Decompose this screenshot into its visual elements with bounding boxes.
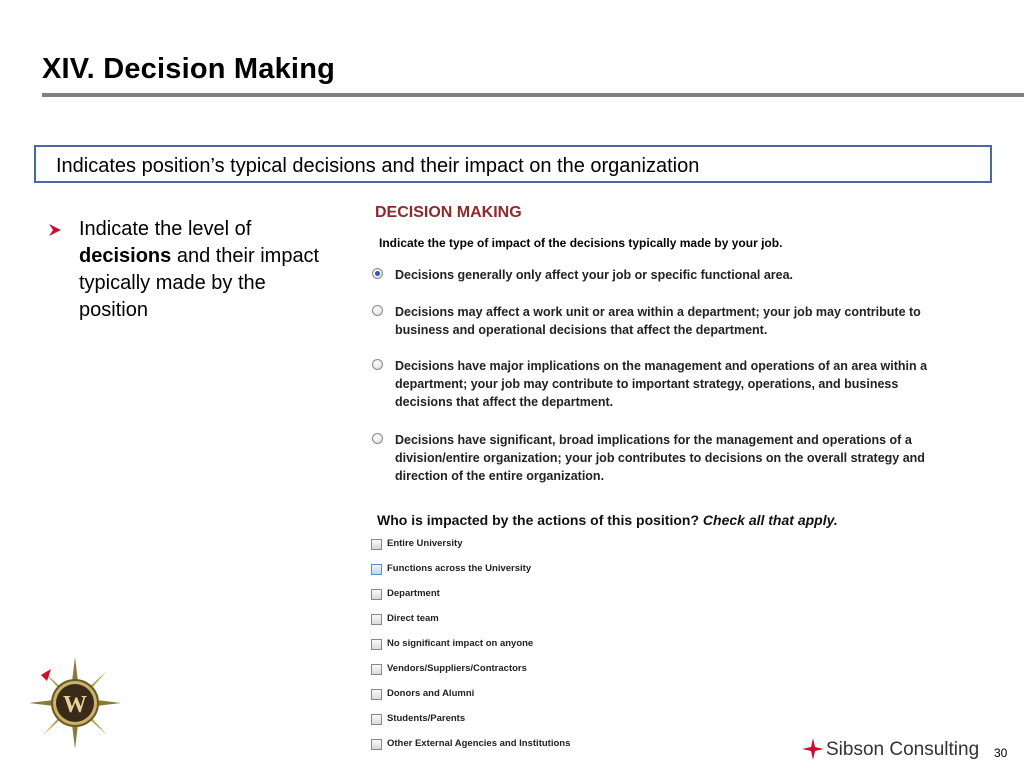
checkbox-label: Entire University	[387, 538, 463, 549]
radio-button-selected[interactable]	[372, 268, 383, 279]
checkbox[interactable]	[371, 614, 382, 625]
svg-text:W: W	[63, 692, 87, 718]
bullet-text	[79, 216, 338, 324]
checkbox-no-significant-impact[interactable]	[371, 638, 671, 654]
form-heading: DECISION MAKING	[375, 204, 522, 221]
checkbox-label: No significant impact on anyone	[387, 638, 534, 649]
checkbox-other-external[interactable]	[371, 738, 671, 754]
checkbox-label: Direct team	[387, 613, 439, 624]
decision-option-text: Decisions may affect a work unit or area within a department; your job may contribute to business and operational decisions that affect the department.	[395, 305, 921, 337]
checkbox[interactable]	[371, 689, 382, 700]
checkbox-donors-alumni[interactable]	[371, 688, 671, 704]
impact-question-text: Who is impacted by the actions of this position?	[377, 512, 700, 528]
checkbox-label: Students/Parents	[387, 713, 466, 724]
checkbox[interactable]	[371, 714, 382, 725]
checkbox[interactable]	[371, 664, 382, 675]
radio-button[interactable]	[372, 305, 383, 316]
bullet-point	[48, 216, 338, 324]
checkbox-label: Other External Agencies and Institutions	[387, 738, 571, 749]
form-prompt: Indicate the type of impact of the decisions typically made by your job.	[379, 236, 783, 250]
checkbox[interactable]	[371, 589, 382, 600]
checkbox-students-parents[interactable]	[371, 713, 671, 729]
checkbox[interactable]	[371, 539, 382, 550]
decision-option-text: Decisions have major implications on the management and operations of an area within a department; your job may contribute to important strategy, operations, and business decisions that affect the department.	[395, 359, 928, 409]
checkbox-label: Donors and Alumni	[387, 688, 475, 699]
summary-banner	[34, 145, 992, 183]
checkbox-label: Functions across the University	[387, 563, 532, 574]
impact-instruction: Check all that apply.	[702, 512, 838, 528]
bullet-text-prefix: Indicate the level of	[79, 218, 252, 240]
checkbox[interactable]	[371, 564, 382, 575]
radio-button[interactable]	[372, 359, 383, 370]
brand-name: Sibson Consulting	[826, 739, 980, 760]
title-divider	[42, 93, 1024, 97]
bullet-text-bold: decisions	[79, 245, 172, 267]
checkbox[interactable]	[371, 739, 382, 750]
checkbox-direct-team[interactable]	[371, 613, 671, 629]
checkbox-entire-university[interactable]	[371, 538, 671, 554]
arrow-bullet-icon	[48, 223, 62, 237]
page-number: 30	[994, 746, 1008, 760]
sibson-star-icon	[802, 738, 824, 760]
decision-option-text: Decisions have significant, broad implications for the management and operations of a division/entire organization; your job contributes to decisions on the overall strategy and direction of the entire organization.	[395, 433, 925, 483]
impact-question	[377, 512, 838, 528]
checkbox[interactable]	[371, 639, 382, 650]
checkbox-label: Department	[387, 588, 440, 599]
decision-option-text: Decisions generally only affect your job or specific functional area.	[395, 268, 794, 282]
checkbox-vendors[interactable]	[371, 663, 671, 679]
bullet-text-suffix: and their impact typically made by the position	[79, 245, 320, 321]
summary-banner-text: Indicates position’s typical decisions and their impact on the organization	[56, 155, 700, 177]
radio-button[interactable]	[372, 433, 383, 444]
compass-w-logo	[27, 655, 123, 751]
checkbox-department[interactable]	[371, 588, 671, 604]
slide-title: XIV. Decision Making	[42, 53, 336, 85]
checkbox-label: Vendors/Suppliers/Contractors	[387, 663, 527, 674]
checkbox-functions-across-university[interactable]	[371, 563, 671, 579]
